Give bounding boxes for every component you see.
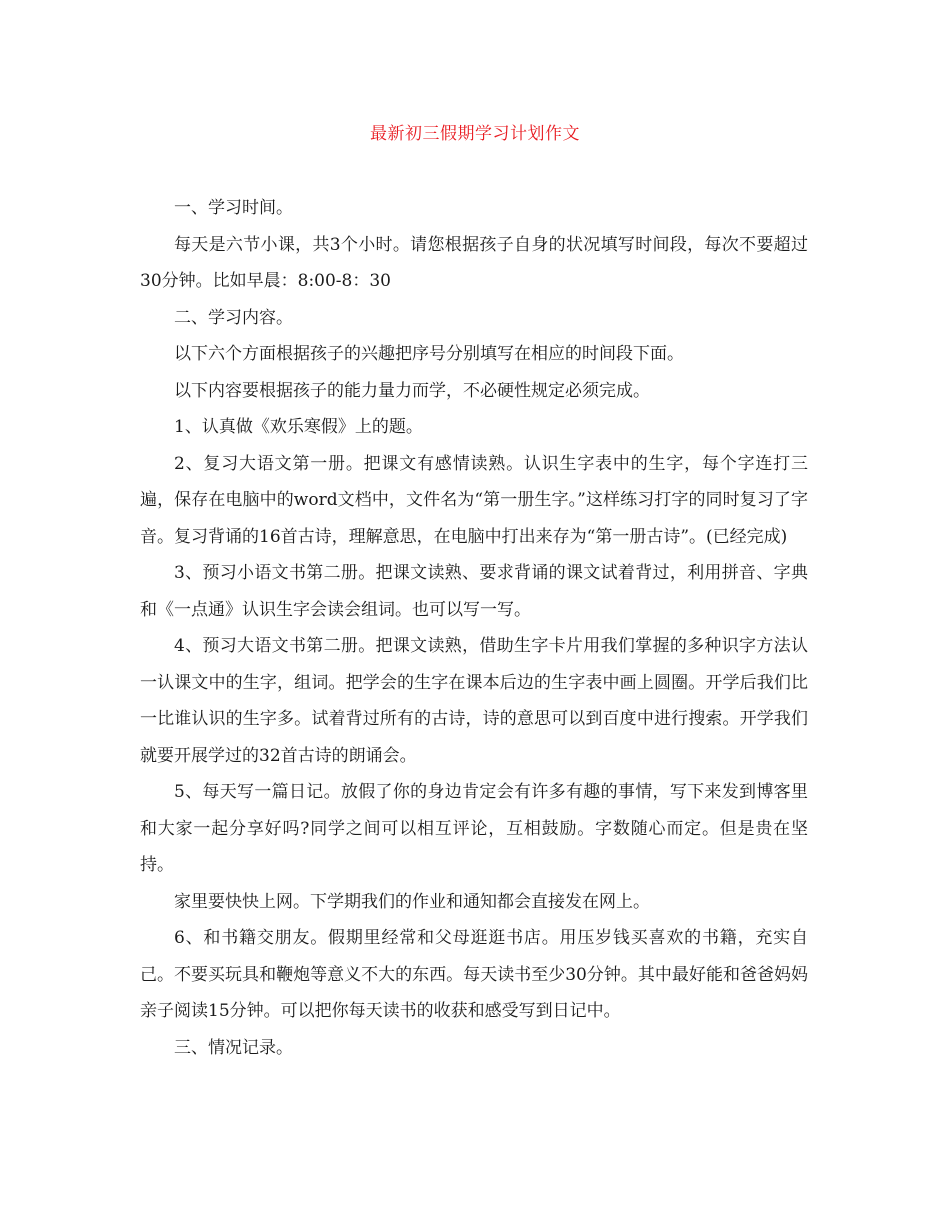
list-item: 1、认真做《欢乐寒假》上的题。 <box>174 417 423 437</box>
paragraph: 以下内容要根据孩子的能力量力而学，不必硬性规定必须完成。 <box>174 380 650 401</box>
section-heading-record: 三、情况记录。 <box>174 1037 293 1058</box>
paragraph: 每天是六节小课，共3个小时。请您根据孩子自身的状况填写时间段，每次不要超过30分钟。比如早晨：8:00-8：30 <box>140 234 808 291</box>
list-item: 2、复习大语文第一册。把课文有感情读熟。认识生字表中的生字，每个字连打三遍，保存在电脑中的word文档中，文件名为“第一册生字。”这样练习打字的同时复习了字音。复习背诵的16首古诗，理解意思，在电脑中打出来存为“第一册古诗”。(已经完成) <box>140 453 808 547</box>
section-heading-study-time: 一、学习时间。 <box>174 198 293 218</box>
list-item: 4、预习大语文书第二册。把课文读熟，借助生字卡片用我们掌握的多种识字方法认一认课文中的生字，组词。把学会的生字在课本后边的生字表中画上圆圈。开学后我们比一比谁认识的生字多。试着背过所有的古诗，诗的意思可以到百度中进行搜索。开学我们就要开展学过的32首古诗的朗诵会。 <box>140 636 808 766</box>
section-heading-study-content: 二、学习内容。 <box>174 307 293 328</box>
list-item: 6、和书籍交朋友。假期里经常和父母逛逛书店。用压岁钱买喜欢的书籍，充实自己。不要买玩具和鞭炮等意义不大的东西。每天读书至少30分钟。其中最好能和爸爸妈妈亲子阅读15分钟。可以把你每天读书的收获和感受写到日记中。 <box>140 928 808 1021</box>
document-body <box>140 190 808 1066</box>
list-item: 5、每天写一篇日记。放假了你的身边肯定会有许多有趣的事情，写下来发到博客里和大家一起分享好吗?同学之间可以相互评论，互相鼓励。字数随心而定。但是贵在坚持。 <box>140 782 808 875</box>
list-item: 3、预习小语文书第二册。把课文读熟、要求背诵的课文试着背过，利用拼音、字典和《一点通》认识生字会读会组词。也可以写一写。 <box>140 563 808 620</box>
paragraph: 家里要快快上网。下学期我们的作业和通知都会直接发在网上。 <box>174 891 650 912</box>
document-title: 最新初三假期学习计划作文 <box>370 124 580 144</box>
paragraph: 以下六个方面根据孩子的兴趣把序号分别填写在相应的时间段下面。 <box>174 344 684 364</box>
